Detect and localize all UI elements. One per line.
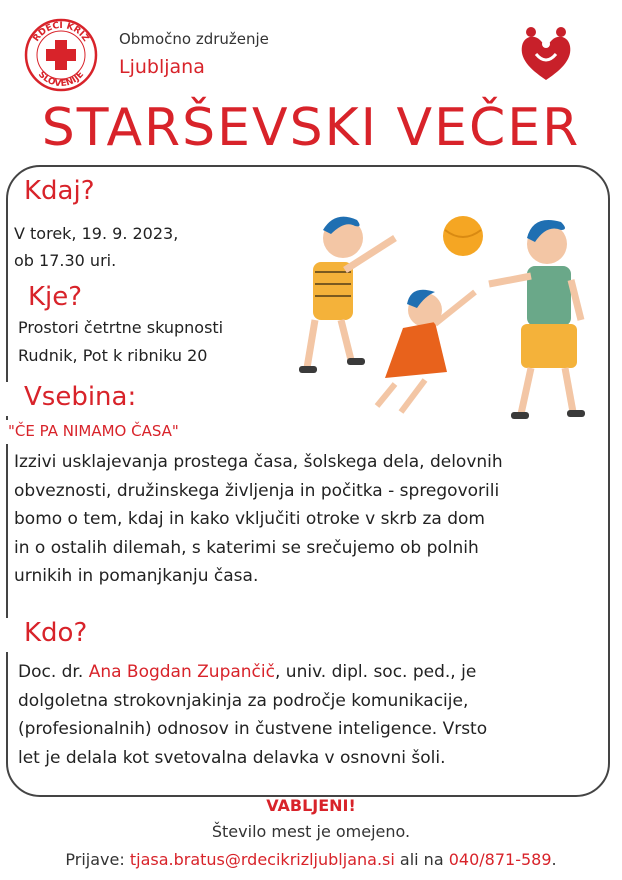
contact-email[interactable]: tjasa.bratus@rdecikrizljubljana.si [129, 850, 395, 869]
invite-text: VABLJENI! [266, 796, 356, 815]
apply-mid: ali na [394, 850, 449, 869]
page-title: STARŠEVSKI VEČER [41, 98, 581, 158]
content-heading: Vsebina: [24, 382, 137, 412]
content-line: Izzivi usklajevanja prostega časa, šolskega dela, delovnih [14, 452, 503, 472]
content-line: bomo o tem, kdaj in kako vključiti otroke v skrb za dom [14, 509, 485, 529]
content-line: obveznosti, družinskega življenja in počitka - spregovorili [14, 480, 500, 501]
who-line4: let je delala kot svetovalna delavka v osnovni šoli. [18, 747, 446, 768]
logo-bottom-text: SLOVENIJE [35, 69, 87, 90]
who-prefix: Doc. dr. [18, 662, 89, 682]
red-cross-logo-icon [24, 18, 98, 92]
who-body [18, 658, 487, 772]
who-line1 [18, 658, 487, 687]
where-line1: Prostori četrtne skupnosti [18, 318, 224, 337]
org-line1: Območno združenje [119, 30, 269, 48]
when-line2: ob 17.30 uri. [14, 251, 117, 270]
who-line3: (profesionalnih) odnosov in čustvene inteligence. Vrsto [18, 719, 488, 739]
apply-line [0, 850, 622, 869]
when-line1: V torek, 19. 9. 2023, [14, 224, 179, 243]
logo-top-text: RDEČI KRIŽ [31, 20, 91, 44]
who-heading: Kdo? [24, 618, 88, 648]
when-heading: Kdaj? [24, 176, 95, 206]
where-line2: Rudnik, Pot k ribniku 20 [18, 346, 208, 365]
content-body [14, 448, 503, 591]
speaker-name: Ana Bogdan Zupančič [88, 662, 275, 682]
content-subtitle: "ČE PA NIMAMO ČASA" [8, 422, 179, 440]
apply-prefix: Prijave: [65, 850, 130, 869]
children-playing-illustration [285, 200, 605, 425]
content-line: urnikih in pomanjkanju časa. [14, 566, 259, 586]
org-line2: Ljubljana [119, 56, 205, 78]
limit-text: Število mest je omejeno. [211, 822, 411, 841]
contact-phone[interactable]: 040/871-589 [448, 850, 552, 869]
who-line2: dolgoletna strokovnjakinja za področje komunikacije, [18, 690, 469, 711]
who-suffix: , univ. dipl. soc. ped., je [274, 662, 477, 682]
heart-family-logo-icon [518, 22, 574, 82]
apply-end: . [551, 850, 557, 869]
content-line: in o ostalih dilemah, s katerimi se srečujemo ob polnih [14, 537, 479, 558]
where-heading: Kje? [28, 282, 83, 312]
